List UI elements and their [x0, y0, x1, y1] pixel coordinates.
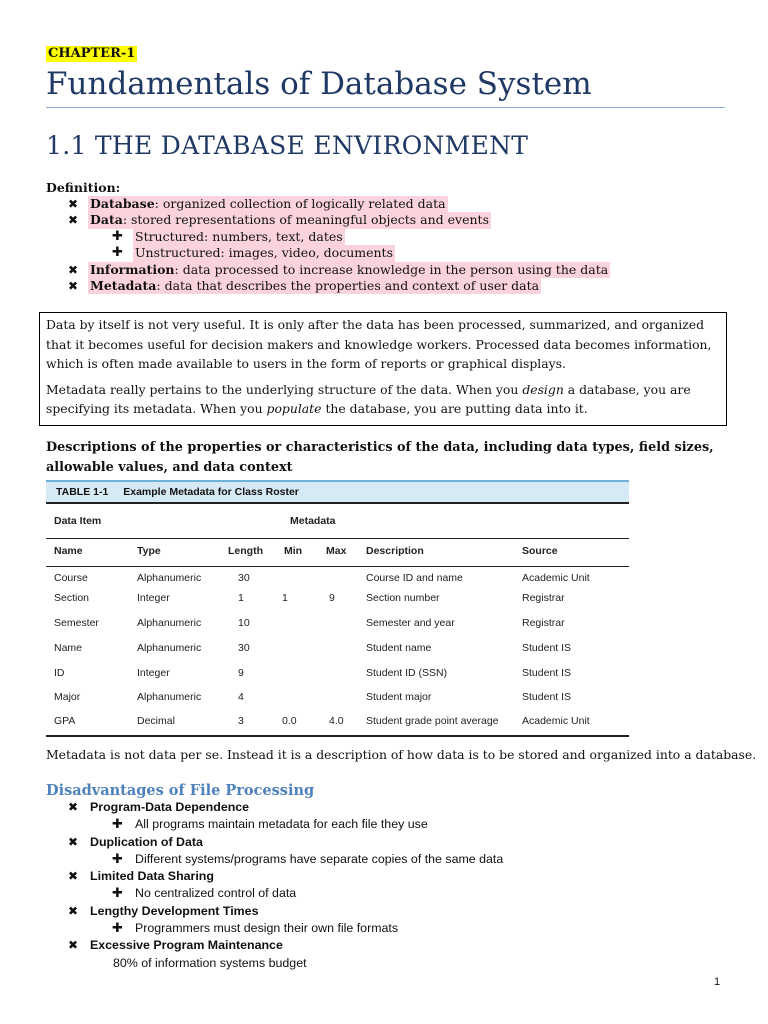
document-title: Fundamentals of Database System [46, 66, 592, 102]
table-cell: 9 [329, 592, 335, 604]
table-caption-number: TABLE 1-1 [56, 486, 109, 498]
disadvantage-detail: 80% of information systems budget [113, 955, 307, 970]
table-cell: 30 [238, 572, 250, 584]
table-cell: Registrar [522, 592, 565, 604]
x-bullet-icon: ✖ [68, 834, 79, 849]
table-column-header: Length [228, 545, 263, 557]
group-header-metadata: Metadata [290, 515, 336, 527]
table-cell: ID [54, 667, 65, 679]
x-bullet-icon: ✖ [68, 903, 79, 918]
table-cell: Academic Unit [522, 572, 590, 584]
disadvantage-detail: Different systems/programs have separate copies of the same data [135, 851, 504, 866]
x-bullet-icon: ✖ [68, 869, 79, 884]
definition-subtext: Structured: numbers, text, dates [135, 228, 343, 244]
table-cell: 0.0 [282, 715, 297, 727]
table-column-header: Max [326, 545, 347, 557]
table-column-header: Source [522, 545, 558, 557]
table-cell: 9 [238, 667, 244, 679]
table-cell: Name [54, 642, 83, 654]
disadvantage-detail: No centralized control of data [135, 886, 297, 901]
chapter-label: CHAPTER-1 [48, 46, 136, 61]
table-cell: Student grade point average [366, 715, 499, 727]
group-header-data-item: Data Item [54, 515, 102, 527]
table-cell: Registrar [522, 617, 565, 629]
table-cell: Major [54, 691, 81, 703]
note-box [39, 312, 727, 426]
table-rule [46, 502, 629, 504]
plus-bullet-icon: ✚ [112, 228, 123, 244]
plus-bullet-icon: ✚ [112, 851, 123, 867]
note-paragraph: Data by itself is not very useful. It is only after the data has been processed, summarized, and organized that it becomes useful for decision makers and knowledge workers. Processed data becomes information, which is often made available to users in the form of reports or graphical displays. [46, 317, 712, 371]
disadvantage-detail: Programmers must design their own file formats [135, 921, 399, 936]
table-cell: 4.0 [329, 715, 344, 727]
plus-bullet-icon: ✚ [112, 886, 123, 902]
table-cell: Academic Unit [522, 715, 590, 727]
table-rule [46, 735, 629, 737]
table-cell: Student ID (SSN) [366, 667, 448, 679]
disadvantage-detail: All programs maintain metadata for each file they use [135, 817, 428, 832]
note-paragraph: Metadata really pertains to the underlying structure of the data. When you design a database, you are specifying its metadata. When you populate the database, you are putting data into it. [46, 381, 691, 416]
table-rule [46, 566, 629, 567]
table-cell: Course ID and name [366, 572, 463, 584]
section-heading: 1.1 THE DATABASE ENVIRONMENT [46, 131, 529, 160]
table-column-header: Min [284, 545, 303, 557]
disadvantages-heading: Disadvantages of File Processing [46, 782, 315, 799]
table-cell: Course [54, 572, 88, 584]
table-cell: Semester [54, 617, 99, 629]
table-cell: Integer [137, 592, 170, 604]
table-cell: 10 [238, 617, 250, 629]
definition-label: Definition: [46, 180, 121, 195]
definition-text: Metadata: data that describes the properties and context of user data [90, 277, 540, 293]
table-cell: Alphanumeric [137, 572, 202, 584]
table-cell: Student IS [522, 642, 572, 654]
x-bullet-icon: ✖ [68, 800, 79, 814]
plus-bullet-icon: ✚ [112, 921, 123, 937]
disadvantage-title: Program-Data Dependence [90, 800, 250, 814]
table-cell: 4 [238, 691, 244, 703]
definition-text: Information: data processed to increase knowledge in the person using the data [90, 261, 609, 277]
table-column-header: Description [366, 545, 424, 557]
table-cell: Section [54, 592, 90, 604]
table-cell: 30 [238, 642, 250, 654]
disadvantage-title: Limited Data Sharing [90, 869, 214, 884]
plus-bullet-icon: ✚ [112, 245, 123, 261]
table-cell: 1 [238, 592, 244, 604]
disadvantage-title: Excessive Program Maintenance [90, 938, 283, 953]
page-number: 1 [714, 976, 721, 988]
title-divider [46, 107, 725, 108]
definition-text: Database: organized collection of logically related data [90, 196, 446, 211]
table-cell: Student major [366, 691, 432, 703]
descriptions-heading: Descriptions of the properties or characteristics of the data, including data types, field sizes, allowable values, and data context [46, 440, 714, 475]
table-cell: Student IS [522, 691, 572, 703]
x-bullet-icon: ✖ [68, 262, 79, 277]
table-cell: Alphanumeric [137, 691, 202, 703]
table-column-header: Type [137, 545, 161, 557]
x-bullet-icon: ✖ [68, 938, 79, 953]
table-cell: 3 [238, 715, 244, 727]
table-cell: Semester and year [366, 617, 455, 629]
table-caption [46, 480, 629, 503]
table-cell: 1 [282, 592, 288, 604]
table-caption-title: Example Metadata for Class Roster [123, 486, 299, 498]
table-cell: Student name [366, 642, 432, 654]
table-cell: Integer [137, 667, 170, 679]
definition-text: Data: stored representations of meaningful objects and events [90, 212, 489, 228]
table-cell: Student IS [522, 667, 572, 679]
table-rule [46, 538, 629, 539]
metadata-table [46, 480, 629, 740]
table-cell: Alphanumeric [137, 642, 202, 654]
table-cell: Alphanumeric [137, 617, 202, 629]
table-cell: GPA [54, 715, 76, 727]
table-column-header: Name [54, 545, 83, 557]
table-cell: Section number [366, 592, 440, 604]
after-table-text: Metadata is not data per se. Instead it is a description of how data is to be stored and organized into a database. [46, 747, 757, 762]
disadvantage-title: Duplication of Data [90, 834, 203, 849]
x-bullet-icon: ✖ [68, 197, 79, 211]
x-bullet-icon: ✖ [68, 213, 79, 228]
x-bullet-icon: ✖ [68, 278, 79, 293]
plus-bullet-icon: ✚ [112, 817, 123, 833]
disadvantage-title: Lengthy Development Times [90, 903, 259, 918]
table-cell: Decimal [137, 715, 175, 727]
definition-subtext: Unstructured: images, video, documents [135, 245, 393, 261]
